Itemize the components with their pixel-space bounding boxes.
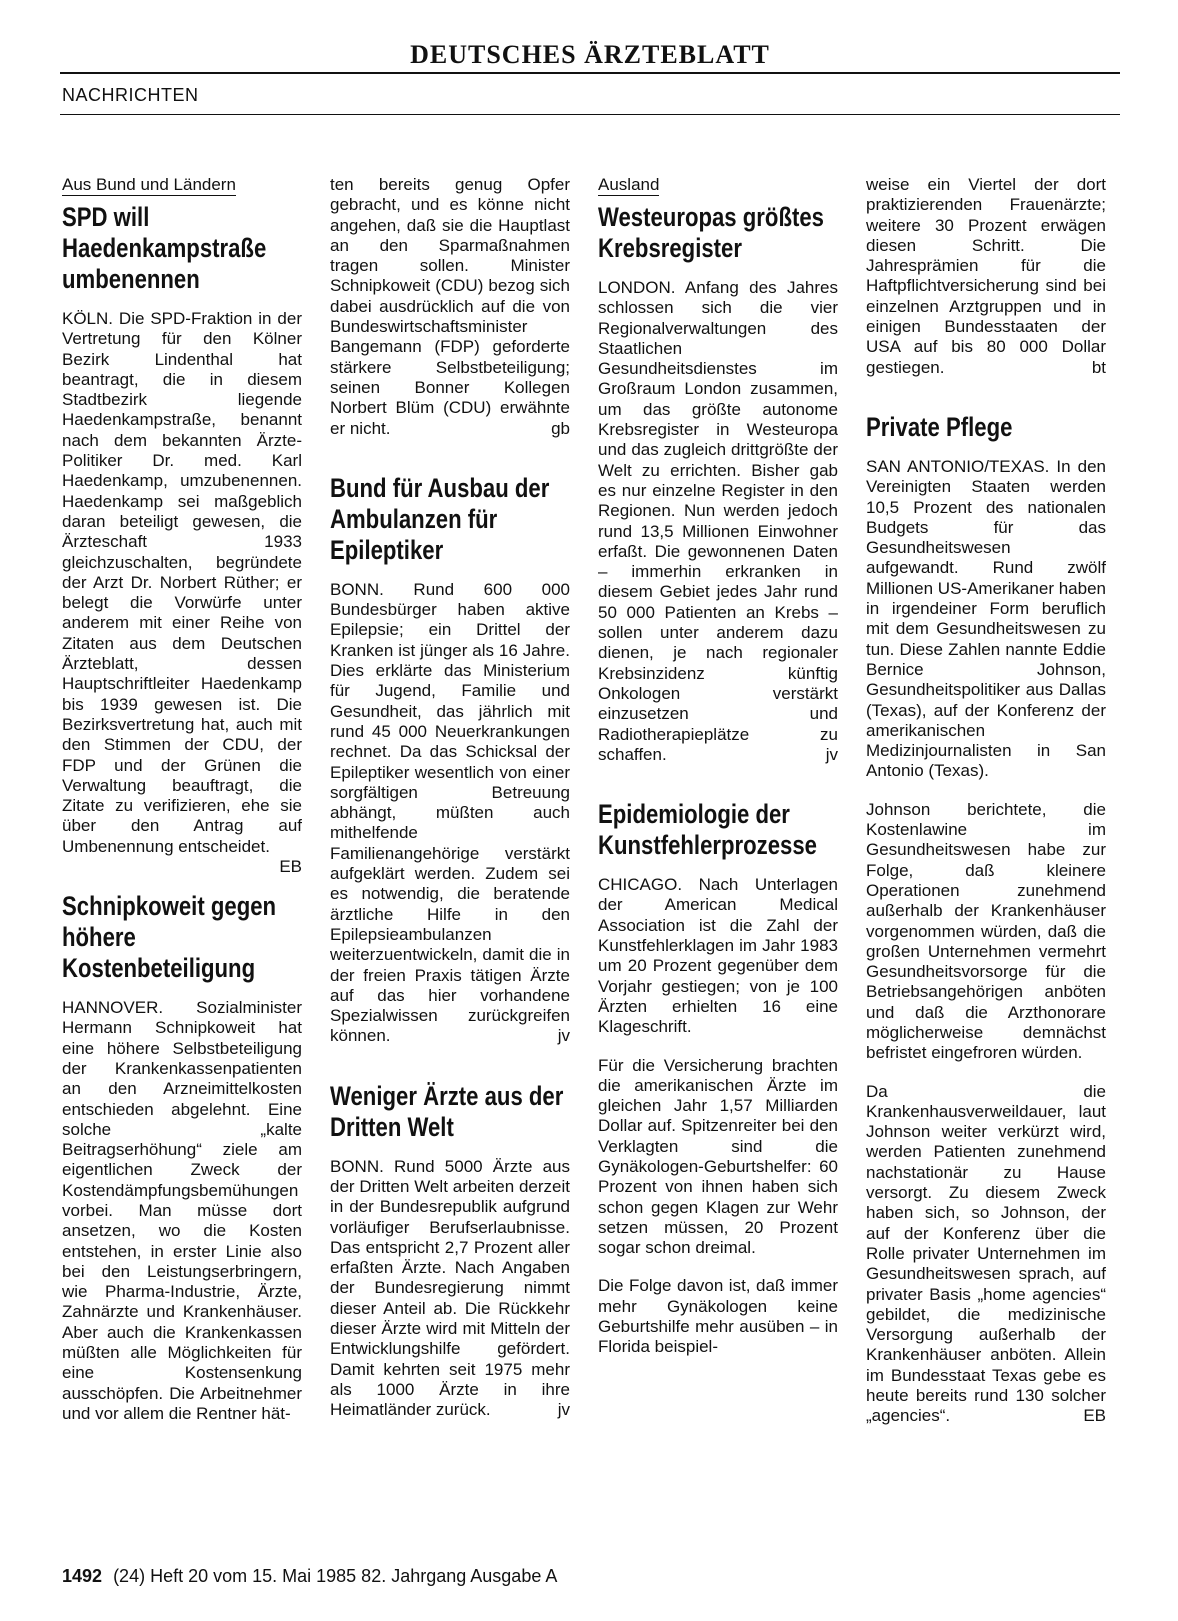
author-signature: jv (557, 1400, 570, 1420)
column-1 (62, 175, 302, 1424)
kicker: Aus Bund und Ländern (62, 175, 236, 194)
masthead: DEUTSCHES ÄRZTEBLATT (410, 40, 770, 69)
article-paragraph: Für die Versicherung brachten die amerikanischen Ärzte im gleichen Jahr 1,57 Milliarden Dollar auf. Spitzenreiter bei den Verklagten sind die Gynäkologen-Geburtshelfer: 60 Prozent von ihnen haben sich schon gegen Klagen zur Wehr setzen müssen, 20 Prozent sogar schon dreimal. (598, 1055, 838, 1258)
article-headline: Weniger Ärzte aus der Dritten Welt (330, 1080, 564, 1142)
article-headline: Epidemiologie der Kunstfehlerprozesse (598, 799, 818, 861)
section-rule (60, 114, 1120, 115)
article-paragraph: Die Folge davon ist, daß immer mehr Gynäkologen keine Geburtshilfe mehr ausüben – in Florida beispiel- (598, 1276, 838, 1357)
article-headline: Bund für Ausbau der Ambulanzen für Epileptiker (330, 472, 550, 565)
article-paragraph: Johnson berichtete, die Kostenlawine im Gesundheitswesen habe zur Folge, daß kleinere Operationen zunehmend außerhalb der Krankenhäuser vorgenommen würden, daß die großen Unternehmen vermehrt Gesundheitsvorsorge für die Betriebsangehörigen anböten und daß die Arzthonorare möglicherweise demnächst befristet eingefroren würden. (866, 799, 1106, 1063)
column-2 (330, 175, 570, 1421)
article-paragraph: SAN ANTONIO/TEXAS. In den Vereinigten Staaten werden 10,5 Prozent des nationalen Budgets für das Gesundheitswesen aufgewandt. Rund zwölf Millionen US-Amerikaner haben in irgendeiner Form beruflich mit dem Gesundheitswesen zu tun. Diese Zahlen nannte Eddie Bernice Johnson, Gesundheitspolitiker aus Dallas (Texas), auf der Konferenz der amerikanischen Medizinjournalisten in San Antonio (Texas). (866, 456, 1107, 781)
article-body-continued: weise ein Viertel der dort praktizierenden Frauenärzte; weitere 30 Prozent erwägen diesen Schritt. Die Jahresprämien für die Haftpflichtversicherung sind bei einzelnen Arztgruppen und in einigen Bundesstaaten der USA auf bis 80 000 Dollar gestiegen. bt (866, 175, 1106, 377)
article-body-continued: ten bereits genug Opfer gebracht, und es könne nicht angehen, daß sie die Hauptlast an den Sparmaßnahmen tragen sollen. Minister Schnipkoweit (CDU) bezog sich dabei ausdrücklich auf die von Bundeswirtschaftsminister Bangemann (FDP) geforderte stärkere Selbstbeteiligung; seinen Bonner Kollegen Norbert Blüm (CDU) erwähnte er nicht. gb (330, 175, 570, 438)
article-body: BONN. Rund 5000 Ärzte aus der Dritten Welt arbeiten derzeit in der Bundesrepublik aufgrund vorläufiger Berufserlaubnisse. Das entspricht 2,7 Prozent aller erfaßten Ärzte. Nach Angaben der Bundesregierung nimmt dieser Anteil ab. Die Rückkehr dieser Ärzte wird mit Mitteln der Entwicklungshilfe gefördert. Damit kehrten seit 1975 mehr als 1000 Ärzte in ihre Heimatländer zurück. jv (330, 1156, 570, 1420)
kicker: Ausland (598, 175, 660, 194)
article-headline: Westeuropas größtes Krebsregister (598, 202, 824, 263)
author-signature: EB (1083, 1406, 1106, 1426)
page-number: 1492 (62, 1566, 103, 1586)
issue-info: (24) Heft 20 vom 15. Mai 1985 82. Jahrgang Ausgabe A (113, 1566, 558, 1586)
article-body: KÖLN. Die SPD-Fraktion in der Vertretung für den Kölner Bezirk Lindenthal hat beantragt, die in diesem Stadtbezirk liegende Haedenkampstraße, benannt nach dem bekannten Ärzte-Politiker Dr. med. Karl Haedenkamp, umzubenennen. Haedenkamp sei maßgeblich daran beteiligt gewesen, die Ärzteschaft 1933 gleichzuschalten, begründete der Arzt Dr. Norbert Rüther; er belegt die Vorwürfe unter anderem mit einer Reihe von Zitaten aus dem Deutschen Ärzteblatt, dessen Hauptschriftleiter Haedenkamp bis 1939 gewesen ist. Die Bezirksvertretung hat, auch mit den Stimmen der CDU, der FDP und der Grünen die Verwaltung beauftragt, die Zitate zu verifizieren, ehe sie über den Antrag auf Umbenennung entscheidet. EB (62, 309, 302, 877)
article-paragraph: CHICAGO. Nach Unterlagen der American Medical Association ist die Zahl der Kunstfehlerklagen im Jahr 1983 um 20 Prozent gegenüber dem Vorjahr gestiegen; von je 100 Ärzten erhielten 16 eine Klageschrift. (598, 875, 838, 1037)
article-body: BONN. Rund 600 000 Bundesbürger haben aktive Epilepsie; ein Drittel der Kranken ist jünger als 16 Jahre. Dies erklärte das Ministerium für Jugend, Familie und Gesundheit, das jährlich mit rund 45 000 Neuerkrankungen rechnet. Da das Schicksal der Epileptiker wesentlich von einer sorgfältigen Betreuung abhängt, müßten auch mithelfende Familienangehörige verstärkt aufgeklärt werden. Zudem sei es notwendig, die beratende ärztliche Hilfe in den Epilepsieambulanzen weiterzuentwickeln, damit die in der freien Praxis tätigen Ärzte auf das hier vorhandene Spezialwissen zurückgreifen können. jv (330, 579, 570, 1046)
author-signature: gb (551, 418, 570, 438)
masthead-rule (60, 72, 1120, 74)
author-signature: bt (1091, 357, 1106, 377)
column-4 (866, 175, 1106, 1427)
article-body: LONDON. Anfang des Jahres schlossen sich die vier Regionalverwaltungen des Staatlichen Gesundheitsdienstes im Großraum London zusammen, um das größte autonome Krebsregister in Westeuropa und das zugleich drittgrößte der Welt zu errichten. Bisher gab es nur einzelne Register in den Regionen. Nun werden jedoch rund 13,5 Millionen Einwohner erfaßt. Die gewonnenen Daten – immerhin erkranken in diesem Gebiet jedes Jahr rund 50 000 Patienten an Krebs – sollen unter anderem dazu dienen, je nach regionaler Krebsinzidenz künftig Onkologen verstärkt einzusetzen und Radiotherapieplätze zu schaffen. jv (598, 278, 838, 764)
article-paragraph: Da die Krankenhausverweildauer, laut Johnson weiter verkürzt wird, werden Patienten zunehmend nachstationär zu Hause versorgt. Zu diesem Zweck haben sich, so Johnson, der auf der Konferenz über die Rolle privater Unternehmen im Gesundheitswesen sprach, auf privater Basis „home agencies“ gebildet, die medizinische Versorgung außerhalb der Krankenhäuser anböten. Allein im Bundesstaat Texas gebe es heute bereits rund 130 solcher „agencies“. EB (866, 1081, 1106, 1426)
author-signature: jv (557, 1026, 570, 1046)
column-3 (598, 175, 838, 1358)
article-headline: Schnipkoweit gegen höhere Kostenbeteiligung (62, 891, 277, 984)
article-body: HANNOVER. Sozialminister Hermann Schnipkoweit hat eine höhere Selbstbeteiligung der Krankenkassenpatienten an den Arzneimittelkosten entschieden abgelehnt. Eine solche „kalte Beitragserhöhung“ ziele am eigentlichen Zweck der Kostendämpfungsbemühungen vorbei. Man müsse dort ansetzen, wo die Kosten entstehen, in erster Linie also bei den Leistungserbringern, wie Pharma-Industrie, Ärzte, Zahnärzte und Krankenhäuser. Aber auch die Krankenkassen müßten alle Möglichkeiten für eine Kostensenkung ausschöpfen. Die Arbeitnehmer und vor allem die Rentner hät- (62, 998, 302, 1423)
article-headline: Private Pflege (866, 411, 1013, 442)
page-footer (62, 1566, 557, 1587)
author-signature: EB (279, 857, 302, 877)
article-headline: SPD will Haedenkampstraße umbenennen (62, 202, 267, 294)
section-label: NACHRICHTEN (62, 85, 199, 105)
author-signature: jv (825, 744, 838, 764)
